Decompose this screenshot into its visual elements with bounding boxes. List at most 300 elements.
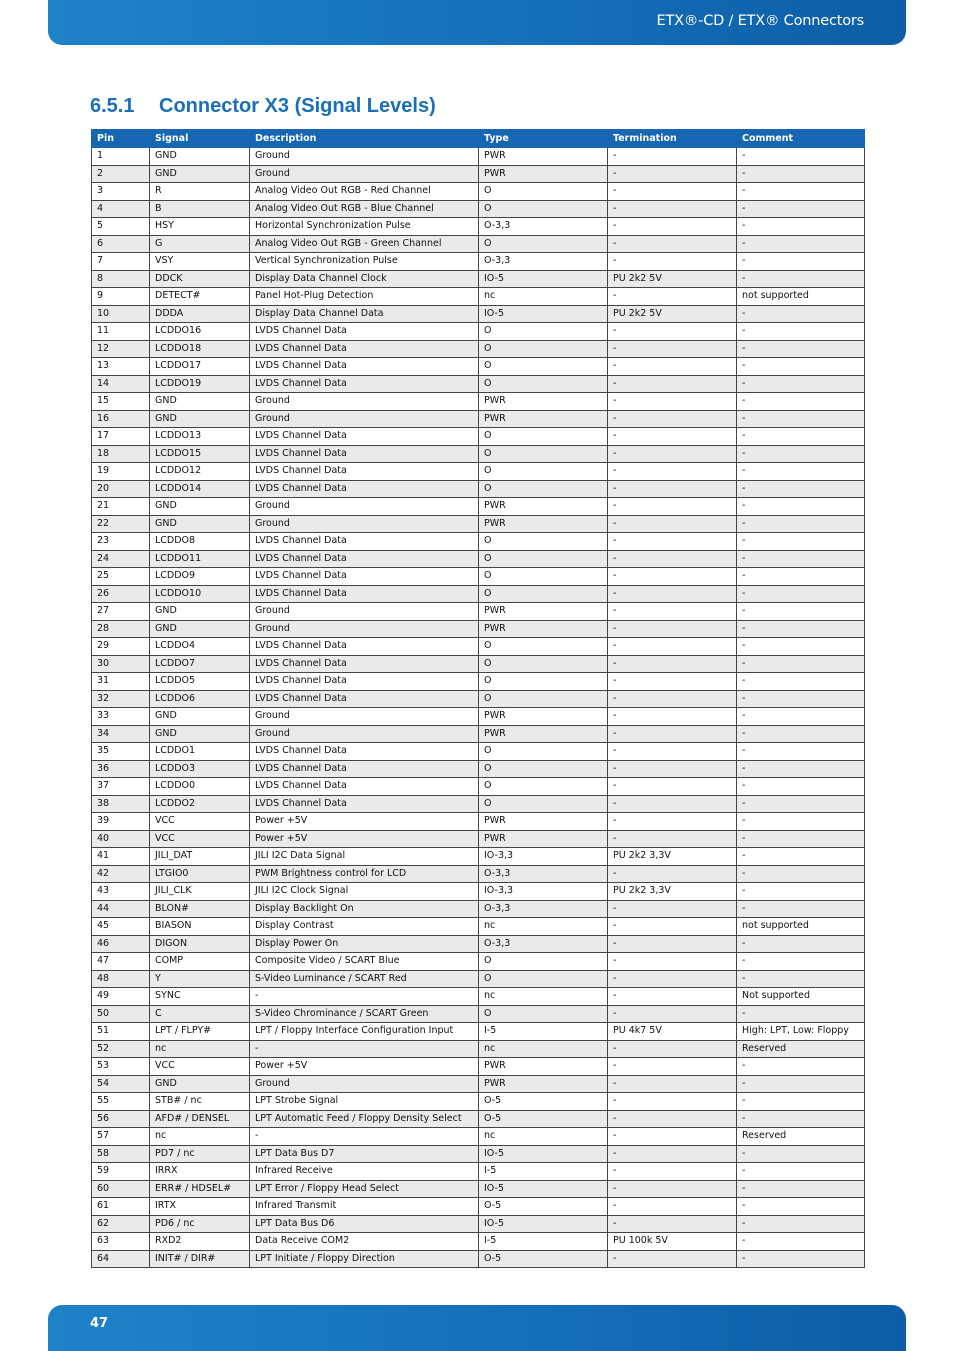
- pin-cell: 43: [92, 883, 150, 901]
- type-cell: PWR: [479, 410, 608, 428]
- pin-cell: 7: [92, 253, 150, 271]
- description-cell: LVDS Channel Data: [250, 358, 479, 376]
- table-row: [92, 515, 865, 533]
- type-cell: I-5: [479, 1163, 608, 1181]
- section-title: Connector X3 (Signal Levels): [159, 95, 436, 117]
- description-cell: Ground: [250, 498, 479, 516]
- pin-cell: 3: [92, 183, 150, 201]
- type-cell: IO-5: [479, 1215, 608, 1233]
- description-cell: Analog Video Out RGB - Green Channel: [250, 235, 479, 253]
- type-cell: PWR: [479, 725, 608, 743]
- pin-cell: 8: [92, 270, 150, 288]
- type-cell: PWR: [479, 708, 608, 726]
- pin-cell: 57: [92, 1128, 150, 1146]
- description-cell: JILI I2C Clock Signal: [250, 883, 479, 901]
- signal-cell: IRRX: [150, 1163, 250, 1181]
- description-cell: Power +5V: [250, 830, 479, 848]
- description-cell: Power +5V: [250, 1058, 479, 1076]
- termination-cell: -: [608, 550, 737, 568]
- pin-cell: 32: [92, 690, 150, 708]
- type-cell: PWR: [479, 813, 608, 831]
- pin-cell: 47: [92, 953, 150, 971]
- comment-cell: -: [737, 183, 865, 201]
- type-cell: O-3,3: [479, 865, 608, 883]
- termination-cell: -: [608, 1040, 737, 1058]
- table-row: [92, 883, 865, 901]
- pin-cell: 51: [92, 1023, 150, 1041]
- type-cell: IO-5: [479, 305, 608, 323]
- signal-cell: DDDA: [150, 305, 250, 323]
- signal-cell: LCDDO8: [150, 533, 250, 551]
- signal-cell: nc: [150, 1128, 250, 1146]
- termination-cell: -: [608, 183, 737, 201]
- description-cell: Ground: [250, 393, 479, 411]
- signal-cell: B: [150, 200, 250, 218]
- comment-cell: -: [737, 1145, 865, 1163]
- signal-cell: LCDDO10: [150, 585, 250, 603]
- table-row: [92, 848, 865, 866]
- comment-cell: -: [737, 270, 865, 288]
- signal-cell: GND: [150, 1075, 250, 1093]
- description-cell: Ground: [250, 620, 479, 638]
- comment-cell: -: [737, 673, 865, 691]
- comment-cell: -: [737, 1180, 865, 1198]
- pin-cell: 42: [92, 865, 150, 883]
- termination-cell: -: [608, 200, 737, 218]
- comment-cell: -: [737, 795, 865, 813]
- comment-cell: -: [737, 638, 865, 656]
- table-row: [92, 428, 865, 446]
- column-header-comment: Comment: [737, 130, 865, 148]
- description-cell: LVDS Channel Data: [250, 463, 479, 481]
- signal-cell: DDCK: [150, 270, 250, 288]
- pin-cell: 17: [92, 428, 150, 446]
- table-row: [92, 970, 865, 988]
- termination-cell: -: [608, 795, 737, 813]
- type-cell: O-3,3: [479, 253, 608, 271]
- type-cell: IO-3,3: [479, 848, 608, 866]
- signal-cell: RXD2: [150, 1233, 250, 1251]
- termination-cell: -: [608, 725, 737, 743]
- table-row: [92, 725, 865, 743]
- termination-cell: PU 2k2 3,3V: [608, 883, 737, 901]
- table-row: [92, 1145, 865, 1163]
- termination-cell: -: [608, 218, 737, 236]
- type-cell: O-5: [479, 1250, 608, 1268]
- termination-cell: -: [608, 1163, 737, 1181]
- description-cell: Analog Video Out RGB - Blue Channel: [250, 200, 479, 218]
- description-cell: Display Contrast: [250, 918, 479, 936]
- pin-cell: 30: [92, 655, 150, 673]
- pin-cell: 16: [92, 410, 150, 428]
- table-row: [92, 165, 865, 183]
- type-cell: O: [479, 358, 608, 376]
- termination-cell: PU 2k2 5V: [608, 305, 737, 323]
- signal-cell: C: [150, 1005, 250, 1023]
- description-cell: LPT Initiate / Floppy Direction: [250, 1250, 479, 1268]
- signal-cell: LCDDO3: [150, 760, 250, 778]
- termination-cell: -: [608, 708, 737, 726]
- termination-cell: -: [608, 568, 737, 586]
- termination-cell: -: [608, 760, 737, 778]
- table-row: [92, 988, 865, 1006]
- type-cell: PWR: [479, 165, 608, 183]
- type-cell: O: [479, 235, 608, 253]
- table-row: [92, 410, 865, 428]
- table-row: [92, 340, 865, 358]
- termination-cell: -: [608, 1128, 737, 1146]
- description-cell: Vertical Synchronization Pulse: [250, 253, 479, 271]
- termination-cell: -: [608, 463, 737, 481]
- pin-cell: 1: [92, 148, 150, 166]
- pin-cell: 36: [92, 760, 150, 778]
- pin-cell: 52: [92, 1040, 150, 1058]
- table-row: [92, 813, 865, 831]
- table-row: [92, 550, 865, 568]
- pin-cell: 14: [92, 375, 150, 393]
- description-cell: S-Video Chrominance / SCART Green: [250, 1005, 479, 1023]
- type-cell: PWR: [479, 1075, 608, 1093]
- table-row: [92, 778, 865, 796]
- pin-cell: 54: [92, 1075, 150, 1093]
- description-cell: LVDS Channel Data: [250, 760, 479, 778]
- termination-cell: -: [608, 1058, 737, 1076]
- description-cell: LVDS Channel Data: [250, 778, 479, 796]
- description-cell: LVDS Channel Data: [250, 568, 479, 586]
- termination-cell: -: [608, 778, 737, 796]
- pin-cell: 59: [92, 1163, 150, 1181]
- comment-cell: -: [737, 1233, 865, 1251]
- description-cell: Ground: [250, 515, 479, 533]
- pin-cell: 34: [92, 725, 150, 743]
- comment-cell: -: [737, 813, 865, 831]
- description-cell: -: [250, 1040, 479, 1058]
- description-cell: Display Power On: [250, 935, 479, 953]
- table-row: [92, 358, 865, 376]
- signal-cell: LPT / FLPY#: [150, 1023, 250, 1041]
- signal-cell: DIGON: [150, 935, 250, 953]
- description-cell: Infrared Transmit: [250, 1198, 479, 1216]
- comment-cell: -: [737, 515, 865, 533]
- termination-cell: -: [608, 1250, 737, 1268]
- signal-cell: PD6 / nc: [150, 1215, 250, 1233]
- description-cell: LVDS Channel Data: [250, 795, 479, 813]
- table-row: [92, 673, 865, 691]
- termination-cell: -: [608, 428, 737, 446]
- termination-cell: -: [608, 445, 737, 463]
- signal-cell: LCDDO17: [150, 358, 250, 376]
- comment-cell: -: [737, 848, 865, 866]
- table-row: [92, 1093, 865, 1111]
- signal-cell: GND: [150, 148, 250, 166]
- comment-cell: -: [737, 1058, 865, 1076]
- termination-cell: -: [608, 323, 737, 341]
- termination-cell: -: [608, 918, 737, 936]
- description-cell: Ground: [250, 708, 479, 726]
- termination-cell: -: [608, 638, 737, 656]
- signal-cell: GND: [150, 410, 250, 428]
- header-title: ETX®-CD / ETX® Connectors: [656, 13, 864, 29]
- pin-cell: 25: [92, 568, 150, 586]
- termination-cell: -: [608, 1110, 737, 1128]
- signal-cell: LCDDO13: [150, 428, 250, 446]
- comment-cell: -: [737, 148, 865, 166]
- type-cell: O: [479, 638, 608, 656]
- comment-cell: -: [737, 935, 865, 953]
- type-cell: O: [479, 655, 608, 673]
- type-cell: O: [479, 673, 608, 691]
- description-cell: LPT Error / Floppy Head Select: [250, 1180, 479, 1198]
- pin-cell: 13: [92, 358, 150, 376]
- signal-cell: LCDDO9: [150, 568, 250, 586]
- termination-cell: -: [608, 813, 737, 831]
- type-cell: O: [479, 200, 608, 218]
- type-cell: PWR: [479, 393, 608, 411]
- table-row: [92, 1075, 865, 1093]
- termination-cell: -: [608, 900, 737, 918]
- description-cell: LVDS Channel Data: [250, 550, 479, 568]
- table-row: [92, 1198, 865, 1216]
- comment-cell: -: [737, 953, 865, 971]
- termination-cell: -: [608, 970, 737, 988]
- pin-cell: 26: [92, 585, 150, 603]
- footer-bar: [48, 1305, 906, 1351]
- signal-cell: GND: [150, 603, 250, 621]
- termination-cell: -: [608, 935, 737, 953]
- type-cell: O: [479, 568, 608, 586]
- type-cell: O: [479, 778, 608, 796]
- description-cell: LVDS Channel Data: [250, 690, 479, 708]
- comment-cell: -: [737, 323, 865, 341]
- type-cell: I-5: [479, 1023, 608, 1041]
- description-cell: LVDS Channel Data: [250, 340, 479, 358]
- table-row: [92, 305, 865, 323]
- type-cell: nc: [479, 988, 608, 1006]
- description-cell: -: [250, 1128, 479, 1146]
- table-row: [92, 603, 865, 621]
- table-row: [92, 1233, 865, 1251]
- signal-cell: LCDDO1: [150, 743, 250, 761]
- description-cell: Composite Video / SCART Blue: [250, 953, 479, 971]
- comment-cell: -: [737, 253, 865, 271]
- type-cell: O: [479, 743, 608, 761]
- table-row: [92, 708, 865, 726]
- type-cell: O: [479, 795, 608, 813]
- type-cell: PWR: [479, 1058, 608, 1076]
- comment-cell: -: [737, 1005, 865, 1023]
- comment-cell: -: [737, 900, 865, 918]
- type-cell: O-3,3: [479, 935, 608, 953]
- description-cell: Ground: [250, 410, 479, 428]
- type-cell: IO-5: [479, 1180, 608, 1198]
- type-cell: O: [479, 428, 608, 446]
- pin-cell: 46: [92, 935, 150, 953]
- description-cell: Ground: [250, 603, 479, 621]
- type-cell: O: [479, 183, 608, 201]
- termination-cell: -: [608, 533, 737, 551]
- type-cell: PWR: [479, 148, 608, 166]
- signal-cell: GND: [150, 620, 250, 638]
- pin-cell: 35: [92, 743, 150, 761]
- comment-cell: -: [737, 428, 865, 446]
- description-cell: Ground: [250, 165, 479, 183]
- description-cell: Display Data Channel Clock: [250, 270, 479, 288]
- table-row: [92, 865, 865, 883]
- pin-cell: 22: [92, 515, 150, 533]
- column-header-type: Type: [479, 130, 608, 148]
- comment-cell: Reserved: [737, 1128, 865, 1146]
- table-row: [92, 918, 865, 936]
- comment-cell: -: [737, 690, 865, 708]
- table-row: [92, 463, 865, 481]
- pin-cell: 64: [92, 1250, 150, 1268]
- termination-cell: -: [608, 393, 737, 411]
- comment-cell: -: [737, 550, 865, 568]
- table-row: [92, 830, 865, 848]
- termination-cell: -: [608, 410, 737, 428]
- table-row: [92, 1058, 865, 1076]
- type-cell: I-5: [479, 1233, 608, 1251]
- table-row: [92, 148, 865, 166]
- type-cell: nc: [479, 288, 608, 306]
- description-cell: LPT Data Bus D6: [250, 1215, 479, 1233]
- type-cell: nc: [479, 918, 608, 936]
- table-row: [92, 1110, 865, 1128]
- description-cell: LVDS Channel Data: [250, 375, 479, 393]
- table-row: [92, 900, 865, 918]
- type-cell: nc: [479, 1128, 608, 1146]
- comment-cell: -: [737, 200, 865, 218]
- signal-cell: LCDDO0: [150, 778, 250, 796]
- comment-cell: -: [737, 1215, 865, 1233]
- pin-cell: 24: [92, 550, 150, 568]
- pin-cell: 50: [92, 1005, 150, 1023]
- table-row: [92, 1128, 865, 1146]
- signal-cell: VSY: [150, 253, 250, 271]
- comment-cell: -: [737, 1198, 865, 1216]
- signal-cell: JILI_CLK: [150, 883, 250, 901]
- table-row: [92, 393, 865, 411]
- pin-cell: 27: [92, 603, 150, 621]
- pin-cell: 44: [92, 900, 150, 918]
- termination-cell: -: [608, 953, 737, 971]
- description-cell: LVDS Channel Data: [250, 480, 479, 498]
- type-cell: O: [479, 970, 608, 988]
- signal-cell: LCDDO6: [150, 690, 250, 708]
- comment-cell: -: [737, 498, 865, 516]
- comment-cell: -: [737, 1163, 865, 1181]
- pin-cell: 48: [92, 970, 150, 988]
- comment-cell: -: [737, 655, 865, 673]
- termination-cell: -: [608, 743, 737, 761]
- table-row: [92, 218, 865, 236]
- table-body: [92, 148, 865, 1268]
- comment-cell: -: [737, 760, 865, 778]
- pin-cell: 60: [92, 1180, 150, 1198]
- comment-cell: Not supported: [737, 988, 865, 1006]
- type-cell: O-5: [479, 1110, 608, 1128]
- signal-cell: ERR# / HDSEL#: [150, 1180, 250, 1198]
- signal-cell: IRTX: [150, 1198, 250, 1216]
- termination-cell: -: [608, 655, 737, 673]
- table-row: [92, 1005, 865, 1023]
- signal-cell: LCDDO19: [150, 375, 250, 393]
- signal-cell: PD7 / nc: [150, 1145, 250, 1163]
- description-cell: Horizontal Synchronization Pulse: [250, 218, 479, 236]
- signal-cell: LTGIO0: [150, 865, 250, 883]
- description-cell: LVDS Channel Data: [250, 743, 479, 761]
- termination-cell: -: [608, 375, 737, 393]
- table-row: [92, 568, 865, 586]
- type-cell: O: [479, 480, 608, 498]
- termination-cell: -: [608, 673, 737, 691]
- signal-cell: GND: [150, 393, 250, 411]
- pin-cell: 63: [92, 1233, 150, 1251]
- table-row: [92, 743, 865, 761]
- description-cell: S-Video Luminance / SCART Red: [250, 970, 479, 988]
- comment-cell: -: [737, 585, 865, 603]
- comment-cell: -: [737, 218, 865, 236]
- signal-cell: LCDDO12: [150, 463, 250, 481]
- signal-cell: LCDDO4: [150, 638, 250, 656]
- signal-cell: GND: [150, 165, 250, 183]
- pin-cell: 55: [92, 1093, 150, 1111]
- pin-cell: 12: [92, 340, 150, 358]
- type-cell: PWR: [479, 498, 608, 516]
- signal-cell: DETECT#: [150, 288, 250, 306]
- table-row: [92, 585, 865, 603]
- description-cell: PWM Brightness control for LCD: [250, 865, 479, 883]
- signal-cell: LCDDO5: [150, 673, 250, 691]
- description-cell: LVDS Channel Data: [250, 428, 479, 446]
- termination-cell: -: [608, 165, 737, 183]
- signal-cell: GND: [150, 515, 250, 533]
- description-cell: Ground: [250, 148, 479, 166]
- termination-cell: -: [608, 1198, 737, 1216]
- table-header-row: [92, 130, 865, 148]
- type-cell: O: [479, 585, 608, 603]
- pin-cell: 10: [92, 305, 150, 323]
- signal-cell: GND: [150, 498, 250, 516]
- comment-cell: -: [737, 708, 865, 726]
- description-cell: LVDS Channel Data: [250, 445, 479, 463]
- comment-cell: -: [737, 883, 865, 901]
- termination-cell: -: [608, 498, 737, 516]
- description-cell: LPT Automatic Feed / Floppy Density Select: [250, 1110, 479, 1128]
- pin-cell: 49: [92, 988, 150, 1006]
- column-header-pin: Pin: [92, 130, 150, 148]
- description-cell: -: [250, 988, 479, 1006]
- comment-cell: -: [737, 165, 865, 183]
- section-heading: [90, 95, 436, 118]
- comment-cell: -: [737, 620, 865, 638]
- termination-cell: PU 100k 5V: [608, 1233, 737, 1251]
- comment-cell: -: [737, 463, 865, 481]
- pin-cell: 18: [92, 445, 150, 463]
- comment-cell: -: [737, 358, 865, 376]
- signal-cell: VCC: [150, 830, 250, 848]
- termination-cell: -: [608, 1215, 737, 1233]
- pin-cell: 11: [92, 323, 150, 341]
- comment-cell: -: [737, 480, 865, 498]
- type-cell: PWR: [479, 830, 608, 848]
- comment-cell: -: [737, 568, 865, 586]
- table-row: [92, 270, 865, 288]
- comment-cell: -: [737, 743, 865, 761]
- pin-cell: 23: [92, 533, 150, 551]
- signal-cell: STB# / nc: [150, 1093, 250, 1111]
- table-header: [92, 130, 865, 148]
